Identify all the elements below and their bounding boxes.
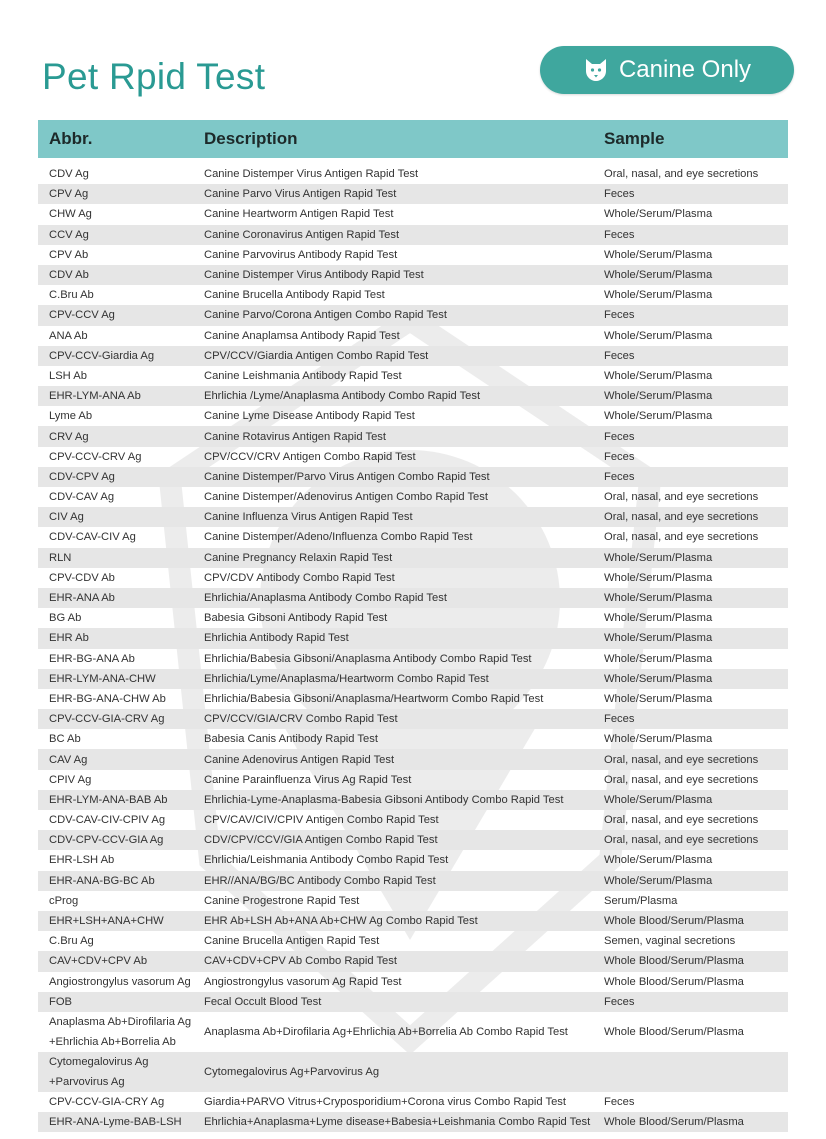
table-body: [38, 164, 788, 1132]
table-row: [38, 608, 788, 628]
cell-abbr: Cytomegalovirus Ag +Parvovirus Ag: [49, 1055, 149, 1088]
cell-abbr: CAV+CDV+CPV Ab: [49, 955, 148, 968]
table-row: [38, 447, 788, 467]
cell-description: Canine Parvo/Corona Antigen Combo Rapid Test: [204, 309, 447, 322]
cell-abbr: CDV-CAV-CIV-CPIV Ag: [49, 814, 166, 827]
table-row: [38, 951, 788, 971]
table-row: [38, 1112, 788, 1132]
cell-description: CPV/CCV/Giardia Antigen Combo Rapid Test: [204, 349, 429, 362]
table-row: [38, 487, 788, 507]
cell-abbr: EHR-BG-ANA-CHW Ab: [49, 692, 166, 705]
cell-sample: Serum/Plasma: [604, 894, 678, 907]
cell-sample: Oral, nasal, and eye secretions: [604, 773, 759, 786]
cell-description: Canine Influenza Virus Antigen Rapid Test: [204, 511, 413, 524]
cell-description: Canine Brucella Antibody Rapid Test: [204, 289, 385, 302]
cell-description: Canine Parvo Virus Antigen Rapid Test: [204, 188, 397, 201]
cell-abbr: LSH Ab: [49, 369, 87, 382]
table-row: [38, 366, 788, 386]
cell-description: CPV/CDV Antibody Combo Rapid Test: [204, 571, 395, 584]
table-row: [38, 770, 788, 790]
table-row: [38, 669, 788, 689]
table-row: [38, 871, 788, 891]
table-row: [38, 649, 788, 669]
cell-sample: Whole/Serum/Plasma: [604, 793, 713, 806]
table-row: [38, 507, 788, 527]
cell-description: Canine Parainfluenza Virus Ag Rapid Test: [204, 773, 412, 786]
cell-description: Ehrlichia/Babesia Gibsoni/Anaplasma/Heartworm Combo Rapid Test: [204, 692, 544, 705]
table-row: [38, 568, 788, 588]
cell-description: CPV/CCV/CRV Antigen Combo Rapid Test: [204, 450, 416, 463]
cell-abbr: EHR+LSH+ANA+CHW: [49, 915, 164, 928]
cell-description: Canine Heartworm Antigen Rapid Test: [204, 208, 394, 221]
table-row: [38, 992, 788, 1012]
cell-abbr: CPV-CCV-Giardia Ag: [49, 349, 155, 362]
cell-sample: Whole/Serum/Plasma: [604, 571, 713, 584]
table-row: [38, 305, 788, 325]
table-row: [38, 406, 788, 426]
cell-abbr: CPV-CDV Ab: [49, 571, 115, 584]
cell-abbr: RLN: [49, 551, 72, 564]
cell-sample: Whole Blood/Serum/Plasma: [604, 915, 744, 928]
cell-description: CAV+CDV+CPV Ab Combo Rapid Test: [204, 955, 397, 968]
cell-sample: Feces: [604, 228, 635, 241]
cell-abbr: CIV Ag: [49, 511, 84, 524]
cell-sample: Whole/Serum/Plasma: [604, 632, 713, 645]
cell-sample: Whole/Serum/Plasma: [604, 672, 713, 685]
cell-description: Babesia Gibsoni Antibody Rapid Test: [204, 612, 388, 625]
cell-description: Canine Distemper Virus Antigen Rapid Test: [204, 168, 419, 181]
cell-description: Cytomegalovirus Ag+Parvovirus Ag: [204, 1065, 380, 1078]
cell-abbr: EHR-ANA-Lyme-BAB-LSH: [49, 1116, 182, 1129]
cell-description: Ehrlichia/Babesia Gibsoni/Anaplasma Antibody Combo Rapid Test: [204, 652, 532, 665]
cell-description: Canine Distemper/Adeno/Influenza Combo Rapid Test: [204, 531, 473, 544]
cell-sample: Oral, nasal, and eye secretions: [604, 491, 759, 504]
cell-abbr: cProg: [49, 894, 79, 907]
table-row: [38, 810, 788, 830]
table-row: [38, 467, 788, 487]
table-row: [38, 184, 788, 204]
cell-sample: Whole/Serum/Plasma: [604, 592, 713, 605]
table-row: [38, 830, 788, 850]
badge-label: Canine Only: [618, 56, 752, 83]
cell-description: Canine Leishmania Antibody Rapid Test: [204, 369, 402, 382]
table-row: [38, 265, 788, 285]
test-table: [38, 120, 788, 1132]
cell-sample: Whole/Serum/Plasma: [604, 289, 713, 302]
canine-only-badge: [540, 46, 794, 94]
cell-abbr: CDV-CAV-CIV Ag: [49, 531, 136, 544]
cell-sample: Whole/Serum/Plasma: [604, 733, 713, 746]
cell-abbr: Angiostrongylus vasorum Ag: [49, 975, 191, 988]
cell-sample: Whole Blood/Serum/Plasma: [604, 1025, 744, 1038]
cell-description: Canine Lyme Disease Antibody Rapid Test: [204, 410, 415, 423]
cell-description: Babesia Canis Antibody Rapid Test: [204, 733, 378, 746]
cell-description: Fecal Occult Blood Test: [204, 995, 322, 1008]
cell-sample: Oral, nasal, and eye secretions: [604, 753, 759, 766]
header-description: Description: [204, 129, 298, 148]
table-header: [38, 120, 788, 158]
cell-abbr: CPV-CCV-GIA-CRV Ag: [49, 713, 165, 726]
header-abbr: Abbr.: [49, 129, 93, 148]
cell-abbr: CDV-CAV Ag: [49, 491, 115, 504]
cell-sample: Whole/Serum/Plasma: [604, 248, 713, 261]
cell-abbr: CDV Ag: [49, 168, 89, 181]
cell-description: EHR Ab+LSH Ab+ANA Ab+CHW Ag Combo Rapid Test: [204, 915, 478, 928]
cell-sample: Whole/Serum/Plasma: [604, 652, 713, 665]
cell-sample: Whole Blood/Serum/Plasma: [604, 955, 744, 968]
cell-description: Ehrlichia/Leishmania Antibody Combo Rapid Test: [204, 854, 449, 867]
cell-sample: Whole/Serum/Plasma: [604, 874, 713, 887]
cell-abbr: CDV-CPV-CCV-GIA Ag: [49, 834, 164, 847]
cell-abbr: BC Ab: [49, 733, 81, 746]
cell-sample: Feces: [604, 470, 635, 483]
cell-abbr: EHR-LYM-ANA-BAB Ab: [49, 793, 168, 806]
cell-description: Canine Adenovirus Antigen Rapid Test: [204, 753, 395, 766]
table-row: [38, 225, 788, 245]
cell-sample: Whole Blood/Serum/Plasma: [604, 975, 744, 988]
table-row: [38, 164, 788, 184]
cell-sample: Whole/Serum/Plasma: [604, 269, 713, 282]
cell-description: Canine Parvovirus Antibody Rapid Test: [204, 248, 398, 261]
cell-abbr: EHR-BG-ANA Ab: [49, 652, 135, 665]
table-row: [38, 548, 788, 568]
cell-sample: Oral, nasal, and eye secretions: [604, 531, 759, 544]
cell-sample: Whole/Serum/Plasma: [604, 208, 713, 221]
table-row: [38, 972, 788, 992]
cell-abbr: EHR-LYM-ANA Ab: [49, 390, 141, 403]
cell-sample: Feces: [604, 713, 635, 726]
cell-description: Canine Pregnancy Relaxin Rapid Test: [204, 551, 393, 564]
cell-sample: Feces: [604, 430, 635, 443]
cell-sample: Whole/Serum/Plasma: [604, 369, 713, 382]
cell-abbr: CPV-CCV Ag: [49, 309, 115, 322]
cell-abbr: CPV Ab: [49, 248, 89, 261]
table-row: [38, 386, 788, 406]
cell-description: CDV/CPV/CCV/GIA Antigen Combo Rapid Test: [204, 834, 438, 847]
table-row: [38, 326, 788, 346]
cell-abbr: CPV Ag: [49, 188, 89, 201]
cell-sample: Feces: [604, 1095, 635, 1108]
cell-sample: Whole/Serum/Plasma: [604, 854, 713, 867]
cell-sample: Feces: [604, 188, 635, 201]
cell-sample: Feces: [604, 995, 635, 1008]
cell-abbr: CAV Ag: [49, 753, 88, 766]
cell-abbr: C.Bru Ag: [49, 935, 94, 948]
cell-sample: Whole/Serum/Plasma: [604, 692, 713, 705]
cell-sample: Whole/Serum/Plasma: [604, 410, 713, 423]
table-row: [38, 1092, 788, 1112]
cell-abbr: C.Bru Ab: [49, 289, 94, 302]
cell-description: Canine Distemper Virus Antibody Rapid Test: [204, 269, 424, 282]
cell-abbr: Lyme Ab: [49, 410, 93, 423]
cell-sample: Whole/Serum/Plasma: [604, 551, 713, 564]
cell-sample: Whole/Serum/Plasma: [604, 612, 713, 625]
table-row: [38, 931, 788, 951]
page-title: Pet Rpid Test: [42, 56, 266, 97]
cell-abbr: CDV Ab: [49, 269, 89, 282]
cell-description: Giardia+PARVO Vitrus+Cryposporidium+Corona virus Combo Rapid Test: [204, 1095, 566, 1108]
table-row: [38, 911, 788, 931]
cell-abbr: FOB: [49, 995, 72, 1008]
table-row: [38, 891, 788, 911]
cell-description: CPV/CCV/GIA/CRV Combo Rapid Test: [204, 713, 398, 726]
cell-sample: Oral, nasal, and eye secretions: [604, 168, 759, 181]
cell-description: Angiostrongylus vasorum Ag Rapid Test: [204, 975, 402, 988]
cell-sample: Oral, nasal, and eye secretions: [604, 814, 759, 827]
cell-description: EHR//ANA/BG/BC Antibody Combo Rapid Test: [204, 874, 436, 887]
cell-sample: Whole/Serum/Plasma: [604, 390, 713, 403]
cell-abbr: EHR-LYM-ANA-CHW: [49, 672, 156, 685]
cell-abbr: ANA Ab: [49, 329, 88, 342]
header-sample: Sample: [604, 129, 665, 148]
cell-abbr: BG Ab: [49, 612, 82, 625]
table-row: [38, 850, 788, 870]
cell-abbr: CPIV Ag: [49, 773, 92, 786]
cell-description: Ehrlichia+Anaplasma+Lyme disease+Babesia+Leishmania Combo Rapid Test: [204, 1116, 591, 1129]
table-row: [38, 285, 788, 305]
cell-abbr: CDV-CPV Ag: [49, 470, 115, 483]
table-row: [38, 588, 788, 608]
cell-abbr: Anaplasma Ab+Dirofilaria Ag +Ehrlichia Ab+Borrelia Ab: [49, 1015, 192, 1048]
cell-description: Canine Progestrone Rapid Test: [204, 894, 360, 907]
cell-description: Canine Rotavirus Antigen Rapid Test: [204, 430, 387, 443]
table-row: [38, 709, 788, 729]
cell-description: Ehrlichia/Anaplasma Antibody Combo Rapid Test: [204, 592, 447, 605]
cell-description: Ehrlichia /Lyme/Anaplasma Antibody Combo Rapid Test: [204, 390, 481, 403]
cell-sample: Feces: [604, 309, 635, 322]
cell-description: CPV/CAV/CIV/CPIV Antigen Combo Rapid Test: [204, 814, 439, 827]
cell-description: Canine Coronavirus Antigen Rapid Test: [204, 228, 400, 241]
table-row: [38, 204, 788, 224]
table-row: [38, 1052, 788, 1092]
cell-abbr: EHR Ab: [49, 632, 89, 645]
cell-description: Ehrlichia-Lyme-Anaplasma-Babesia Gibsoni Antibody Combo Rapid Test: [204, 793, 564, 806]
cell-description: Canine Distemper/Adenovirus Antigen Combo Rapid Test: [204, 491, 488, 504]
cell-description: Anaplasma Ab+Dirofilaria Ag+Ehrlichia Ab+Borrelia Ab Combo Rapid Test: [204, 1025, 568, 1038]
cell-description: Canine Anaplamsa Antibody Rapid Test: [204, 329, 400, 342]
dog-icon: [583, 57, 609, 83]
cell-abbr: CPV-CCV-CRV Ag: [49, 450, 142, 463]
cell-sample: Whole Blood/Serum/Plasma: [604, 1116, 744, 1129]
cell-description: Canine Distemper/Parvo Virus Antigen Combo Rapid Test: [204, 470, 490, 483]
cell-abbr: EHR-ANA Ab: [49, 592, 115, 605]
cell-abbr: CPV-CCV-GIA-CRY Ag: [49, 1095, 165, 1108]
table-row: [38, 527, 788, 547]
table-row: [38, 426, 788, 446]
cell-description: Canine Brucella Antigen Rapid Test: [204, 935, 380, 948]
cell-sample: Oral, nasal, and eye secretions: [604, 834, 759, 847]
cell-description: Ehrlichia/Lyme/Anaplasma/Heartworm Combo Rapid Test: [204, 672, 489, 685]
cell-sample: Feces: [604, 450, 635, 463]
cell-abbr: EHR-LSH Ab: [49, 854, 115, 867]
table-row: [38, 346, 788, 366]
cell-sample: Oral, nasal, and eye secretions: [604, 511, 759, 524]
table-row: [38, 729, 788, 749]
cell-abbr: CHW Ag: [49, 208, 92, 221]
cell-description: Ehrlichia Antibody Rapid Test: [204, 632, 349, 645]
cell-abbr: CRV Ag: [49, 430, 89, 443]
table-row: [38, 1012, 788, 1052]
cell-sample: Whole/Serum/Plasma: [604, 329, 713, 342]
cell-sample: Semen, vaginal secretions: [604, 935, 736, 948]
cell-sample: Feces: [604, 349, 635, 362]
table-row: [38, 689, 788, 709]
cell-abbr: CCV Ag: [49, 228, 89, 241]
cell-abbr: EHR-ANA-BG-BC Ab: [49, 874, 155, 887]
table-row: [38, 749, 788, 769]
table-row: [38, 245, 788, 265]
table-row: [38, 628, 788, 648]
table-row: [38, 790, 788, 810]
